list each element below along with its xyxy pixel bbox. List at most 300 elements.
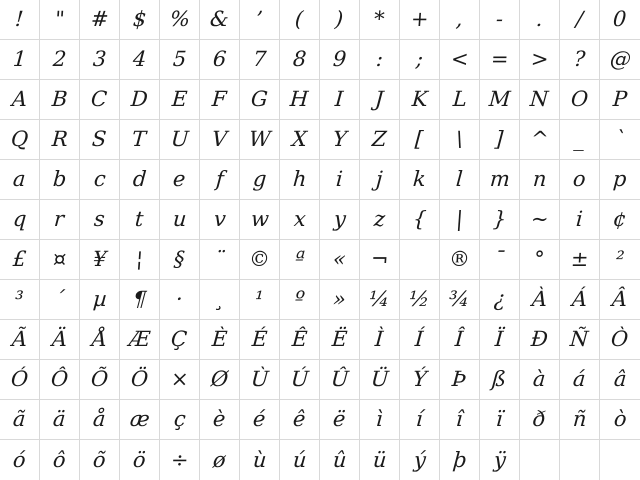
glyph-cell[interactable] [360,240,400,280]
glyph-cell[interactable] [240,160,280,200]
glyph-cell[interactable] [200,160,240,200]
glyph-cell[interactable] [280,240,320,280]
glyph-cell[interactable] [560,80,600,120]
glyph-character: G [250,87,269,111]
glyph-cell[interactable] [560,320,600,360]
glyph-cell[interactable] [320,280,360,320]
glyph-cell[interactable] [520,400,560,440]
glyph-cell[interactable] [600,320,640,360]
glyph-character: · [175,287,184,311]
glyph-cell[interactable] [0,200,40,240]
glyph-character: $ [132,7,148,31]
glyph-cell[interactable] [80,160,120,200]
glyph-character: Ø [210,367,229,391]
glyph-cell[interactable] [160,440,200,480]
glyph-cell[interactable] [200,280,240,320]
glyph-character: z [373,207,386,231]
glyph-cell[interactable] [160,40,200,80]
glyph-character: M [487,87,512,111]
glyph-cell[interactable] [160,320,200,360]
glyph-character: ¤ [52,247,68,271]
glyph-cell[interactable] [520,200,560,240]
glyph-character: L [451,87,468,111]
glyph-cell[interactable] [240,400,280,440]
glyph-cell[interactable] [200,80,240,120]
glyph-cell[interactable] [360,0,400,40]
glyph-cell[interactable] [520,320,560,360]
glyph-character: 3 [92,47,108,71]
glyph-character: . [535,7,544,31]
glyph-cell[interactable] [280,400,320,440]
glyph-cell[interactable] [120,120,160,160]
glyph-cell[interactable] [560,360,600,400]
glyph-cell[interactable] [160,80,200,120]
glyph-cell[interactable] [200,0,240,40]
glyph-cell[interactable] [80,80,120,120]
glyph-character: ] [494,127,505,151]
glyph-cell[interactable] [560,240,600,280]
glyph-character: ¶ [132,287,148,311]
glyph-character: _ [573,127,586,151]
glyph-cell[interactable] [120,80,160,120]
glyph-cell[interactable] [440,280,480,320]
glyph-cell[interactable] [280,80,320,120]
glyph-cell[interactable] [120,40,160,80]
glyph-character: Â [611,287,629,311]
glyph-cell[interactable] [480,0,520,40]
glyph-character: x [292,207,307,231]
glyph-cell[interactable] [280,320,320,360]
glyph-character: B [50,87,69,111]
glyph-cell[interactable] [320,80,360,120]
glyph-cell[interactable] [440,360,480,400]
glyph-character: ÷ [169,447,190,472]
glyph-cell[interactable] [240,0,280,40]
glyph-character: ¯ [493,247,506,271]
glyph-character: 9 [332,47,348,71]
glyph-character: + [409,7,430,31]
glyph-cell[interactable] [120,360,160,400]
glyph-cell[interactable] [80,400,120,440]
glyph-cell[interactable] [80,320,120,360]
glyph-cell[interactable] [40,400,80,440]
glyph-cell[interactable] [160,160,200,200]
glyph-character: Ü [369,367,390,391]
glyph-character: È [211,327,229,351]
glyph-character: Ç [170,327,189,351]
glyph-character: e [172,167,187,191]
glyph-cell[interactable] [240,280,280,320]
glyph-cell[interactable] [320,120,360,160]
glyph-cell[interactable] [120,240,160,280]
glyph-cell[interactable] [40,360,80,400]
glyph-character: ) [334,7,345,31]
glyph-character: Ï [494,327,505,351]
glyph-character: © [248,247,271,271]
glyph-cell[interactable] [200,440,240,480]
glyph-cell[interactable] [560,440,600,480]
glyph-cell[interactable] [320,0,360,40]
glyph-cell[interactable] [440,240,480,280]
glyph-character: à [532,367,547,391]
glyph-character: F [211,87,228,111]
glyph-character: Ù [249,367,270,391]
glyph-character: ü [371,447,388,472]
glyph-character: Ú [289,367,310,391]
glyph-character: í [415,407,424,431]
glyph-character: Ó [10,367,29,391]
glyph-character: £ [12,247,28,271]
glyph-cell[interactable] [320,400,360,440]
glyph-cell[interactable] [400,280,440,320]
glyph-character: \ [455,127,464,151]
glyph-cell[interactable] [0,320,40,360]
glyph-cell[interactable] [160,280,200,320]
glyph-cell[interactable] [480,120,520,160]
glyph-character: è [212,407,227,431]
glyph-cell[interactable] [360,360,400,400]
glyph-character: a [12,167,27,191]
glyph-character: X [291,127,308,151]
glyph-character: T [131,127,148,151]
glyph-cell[interactable] [40,160,80,200]
glyph-cell[interactable] [560,280,600,320]
glyph-character: Á [571,287,588,311]
glyph-cell[interactable] [40,200,80,240]
glyph-character: Þ [451,367,468,391]
glyph-character: ß [491,367,508,391]
glyph-cell[interactable] [400,200,440,240]
glyph-cell[interactable] [480,80,520,120]
glyph-cell[interactable] [240,320,280,360]
glyph-cell[interactable] [120,280,160,320]
glyph-cell[interactable] [320,440,360,480]
glyph-cell[interactable] [360,280,400,320]
glyph-cell[interactable] [280,280,320,320]
glyph-character: « [332,247,347,271]
glyph-cell[interactable] [0,120,40,160]
glyph-cell[interactable] [200,120,240,160]
glyph-cell[interactable] [600,80,640,120]
glyph-cell[interactable] [360,320,400,360]
glyph-character: » [332,287,347,311]
glyph-cell[interactable] [0,40,40,80]
glyph-cell[interactable] [80,200,120,240]
glyph-character: å [92,407,107,431]
glyph-cell[interactable] [600,0,640,40]
glyph-cell[interactable] [560,0,600,40]
glyph-cell[interactable] [600,200,640,240]
glyph-cell[interactable] [320,160,360,200]
glyph-character: 6 [212,47,228,71]
glyph-cell[interactable] [400,120,440,160]
glyph-character: K [410,87,429,111]
glyph-cell[interactable] [240,200,280,240]
glyph-character: S [91,127,108,151]
glyph-cell[interactable] [120,400,160,440]
glyph-cell[interactable] [240,440,280,480]
glyph-cell[interactable] [600,40,640,80]
glyph-cell[interactable] [80,280,120,320]
glyph-character: # [89,7,110,31]
glyph-cell[interactable] [520,80,560,120]
glyph-cell[interactable] [0,0,40,40]
glyph-cell[interactable] [120,440,160,480]
glyph-cell[interactable] [440,320,480,360]
glyph-cell[interactable] [440,440,480,480]
glyph-character: þ [451,447,468,472]
glyph-cell[interactable] [360,80,400,120]
glyph-cell[interactable] [360,40,400,80]
glyph-cell[interactable] [560,400,600,440]
glyph-character: ° [533,247,546,271]
glyph-cell[interactable] [0,240,40,280]
glyph-cell[interactable] [40,0,80,40]
glyph-cell[interactable] [40,320,80,360]
glyph-character: t [134,207,145,231]
glyph-cell[interactable] [80,0,120,40]
glyph-character: g [251,167,268,191]
glyph-cell[interactable] [480,240,520,280]
glyph-character: 8 [292,47,308,71]
glyph-cell[interactable] [600,440,640,480]
glyph-cell[interactable] [280,160,320,200]
glyph-character: i [335,167,344,191]
glyph-cell[interactable] [120,0,160,40]
glyph-cell[interactable] [200,40,240,80]
glyph-character: Ð [530,327,549,351]
glyph-cell[interactable] [600,360,640,400]
glyph-cell[interactable] [400,40,440,80]
glyph-cell[interactable] [480,400,520,440]
glyph-cell[interactable] [400,360,440,400]
glyph-cell[interactable] [480,280,520,320]
glyph-character: µ [91,287,108,311]
glyph-character: 1 [12,47,28,71]
glyph-character: @ [608,47,632,71]
glyph-cell[interactable] [520,0,560,40]
glyph-cell[interactable] [120,200,160,240]
glyph-cell[interactable] [320,360,360,400]
glyph-cell[interactable] [80,40,120,80]
glyph-cell[interactable] [40,280,80,320]
glyph-cell[interactable] [520,280,560,320]
glyph-character: ! [14,7,25,31]
glyph-character: ÿ [492,447,507,472]
glyph-cell[interactable] [440,200,480,240]
glyph-character: % [168,7,191,31]
glyph-cell[interactable] [400,0,440,40]
glyph-character: û [331,447,348,472]
glyph-character: Í [414,327,425,351]
glyph-cell[interactable] [520,120,560,160]
glyph-cell[interactable] [80,360,120,400]
glyph-cell[interactable] [480,360,520,400]
glyph-cell[interactable] [400,80,440,120]
glyph-character: W [247,127,272,151]
glyph-character: ¦ [135,247,144,271]
glyph-cell[interactable] [280,200,320,240]
glyph-cell[interactable] [280,360,320,400]
glyph-character: Ý [411,367,428,391]
glyph-cell[interactable] [520,160,560,200]
glyph-character: é [252,407,267,431]
glyph-cell[interactable] [40,40,80,80]
glyph-character: u [171,207,188,231]
glyph-cell[interactable] [600,160,640,200]
glyph-cell[interactable] [480,160,520,200]
glyph-character: Ê [291,327,309,351]
glyph-character: ~ [529,207,550,231]
glyph-cell[interactable] [200,320,240,360]
glyph-cell[interactable] [0,440,40,480]
glyph-character: É [251,327,269,351]
glyph-cell[interactable] [0,80,40,120]
glyph-character: o [572,167,587,191]
glyph-cell[interactable] [560,200,600,240]
glyph-cell[interactable] [320,320,360,360]
glyph-cell[interactable] [40,440,80,480]
glyph-cell[interactable] [200,360,240,400]
glyph-character: - [495,7,504,31]
glyph-cell[interactable] [400,400,440,440]
glyph-cell[interactable] [560,40,600,80]
glyph-cell[interactable] [400,240,440,280]
glyph-cell[interactable] [240,360,280,400]
glyph-character: ® [448,247,471,271]
glyph-cell[interactable] [280,0,320,40]
glyph-character: q [11,207,28,231]
glyph-character: p [612,167,628,191]
glyph-character: Ö [130,367,149,391]
glyph-cell[interactable] [600,240,640,280]
glyph-character: ¨ [213,247,226,271]
glyph-character: ^ [529,127,550,151]
glyph-cell[interactable] [200,240,240,280]
glyph-cell[interactable] [160,240,200,280]
glyph-cell[interactable] [240,240,280,280]
glyph-cell[interactable] [40,120,80,160]
glyph-cell[interactable] [40,240,80,280]
glyph-character: / [575,7,584,31]
glyph-cell[interactable] [480,320,520,360]
glyph-character: á [572,367,587,391]
glyph-cell[interactable] [440,160,480,200]
glyph-cell[interactable] [0,400,40,440]
glyph-cell[interactable] [0,160,40,200]
glyph-character [415,247,417,271]
glyph-cell[interactable] [520,40,560,80]
glyph-cell[interactable] [600,400,640,440]
glyph-cell[interactable] [440,40,480,80]
glyph-cell[interactable] [120,320,160,360]
glyph-cell[interactable] [400,440,440,480]
glyph-character: 7 [252,47,268,71]
glyph-character: v [212,207,227,231]
glyph-character: ` [613,127,627,151]
glyph-character: f [214,167,225,191]
glyph-character: ê [292,407,307,431]
glyph-cell[interactable] [280,440,320,480]
glyph-cell[interactable] [440,400,480,440]
glyph-cell[interactable] [360,160,400,200]
glyph-cell[interactable] [600,120,640,160]
glyph-character: d [131,167,148,191]
glyph-character: ’ [255,7,264,31]
glyph-character: : [375,47,384,71]
glyph-character: ù [251,447,268,472]
glyph-character: i [575,207,584,231]
glyph-cell[interactable] [240,120,280,160]
glyph-cell[interactable] [360,440,400,480]
glyph-cell[interactable] [440,0,480,40]
glyph-cell[interactable] [520,440,560,480]
glyph-character: 2 [52,47,68,71]
glyph-cell[interactable] [320,40,360,80]
glyph-cell[interactable] [240,40,280,80]
glyph-character: | [455,207,464,231]
glyph-cell[interactable] [200,200,240,240]
glyph-cell[interactable] [200,400,240,440]
glyph-cell[interactable] [480,440,520,480]
glyph-character: O [570,87,589,111]
glyph-character: D [130,87,149,111]
glyph-character: Ë [331,327,349,351]
glyph-cell[interactable] [0,360,40,400]
glyph-cell[interactable] [280,40,320,80]
glyph-cell[interactable] [560,160,600,200]
glyph-cell[interactable] [280,120,320,160]
glyph-cell[interactable] [600,280,640,320]
glyph-cell[interactable] [440,120,480,160]
glyph-character: ô [52,447,67,472]
glyph-cell[interactable] [320,200,360,240]
glyph-cell[interactable] [160,400,200,440]
glyph-cell[interactable] [480,40,520,80]
glyph-cell[interactable] [160,360,200,400]
glyph-character: 5 [172,47,188,71]
glyph-cell[interactable] [120,160,160,200]
glyph-cell[interactable] [400,320,440,360]
glyph-cell[interactable] [0,280,40,320]
glyph-character: R [50,127,69,151]
glyph-cell[interactable] [80,440,120,480]
glyph-character: ± [569,247,590,271]
glyph-character: ì [375,407,384,431]
glyph-cell[interactable] [360,400,400,440]
glyph-character: = [489,47,510,71]
glyph-cell[interactable] [520,360,560,400]
glyph-character: " [53,7,66,31]
glyph-cell[interactable] [400,160,440,200]
glyph-cell[interactable] [40,80,80,120]
glyph-cell[interactable] [560,120,600,160]
glyph-cell[interactable] [160,200,200,240]
glyph-cell[interactable] [480,200,520,240]
glyph-cell[interactable] [80,240,120,280]
glyph-cell[interactable] [240,80,280,120]
glyph-cell[interactable] [360,200,400,240]
glyph-character: ò [612,407,628,431]
glyph-cell[interactable] [520,240,560,280]
glyph-cell[interactable] [80,120,120,160]
glyph-character: î [455,407,464,431]
glyph-cell[interactable] [360,120,400,160]
glyph-cell[interactable] [440,80,480,120]
glyph-cell[interactable] [160,120,200,160]
glyph-cell[interactable] [160,0,200,40]
glyph-cell[interactable] [320,240,360,280]
